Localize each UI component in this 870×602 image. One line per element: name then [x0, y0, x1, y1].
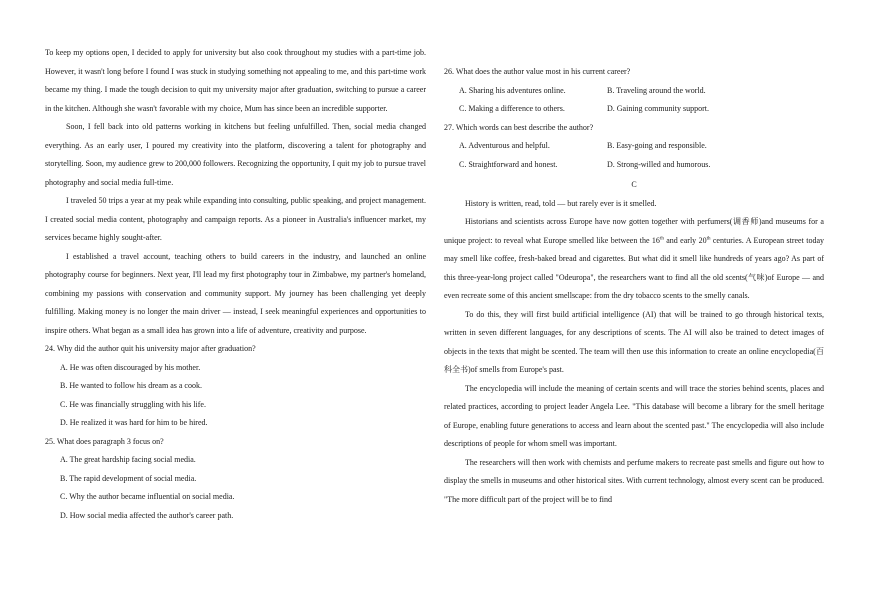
question-stem: 26. What does the author value most in his current career?	[444, 67, 631, 76]
passage-paragraph: The researchers will then work with chemists and perfume makers to recreate past smells and figure out how to display the smells in museums and other historical sites. With current technology, almost every scent can be produced. "The more difficult part of the project will be to find	[444, 457, 824, 504]
superscript: th	[706, 235, 711, 241]
question-26	[444, 63, 824, 119]
question-25	[45, 433, 426, 526]
superscript: th	[659, 235, 664, 241]
answer-option: D. Strong-willed and humorous.	[607, 159, 711, 169]
question-stem: 24. Why did the author quit his university major after graduation?	[45, 344, 256, 353]
answer-option: B. Traveling around the world.	[607, 85, 706, 95]
question-stem: 25. What does paragraph 3 focus on?	[45, 436, 164, 446]
answer-option: B. The rapid development of social media.	[60, 473, 197, 483]
answer-option-row	[444, 82, 824, 101]
passage-paragraph: I traveled 50 trips a year at my peak while expanding into consulting, public speaking, and project management. I created social media content, photography and campaign reports. As a pioneer in Australia's influencer market, my services became highly sought-after.	[45, 196, 426, 242]
answer-option: B. Easy-going and responsible.	[607, 141, 707, 150]
passage-text: and early 20	[663, 235, 707, 245]
answer-option: C. Making a difference to others.	[459, 104, 565, 113]
answer-option: C. Why the author became influential on social media.	[60, 492, 235, 501]
answer-option: B. He wanted to follow his dream as a cook.	[60, 381, 202, 390]
passage-paragraph: I established a travel account, teaching others to build careers in the industry, and launched an online photography course for beginners. Next year, I'll lead my first photography tour in Zimbabwe, my partner's homeland, combining my passions with conservation and community support. My journey has been challenging yet deeply fulfilling. Making money is no longer the main driver — instead, I seek meaningful experiences and opportunities to inspire others. What began as a small idea has grown into a life of adventure, creativity and purpose.	[45, 251, 426, 335]
passage-paragraph: Soon, I fell back into old patterns working in kitchens but feeling unfulfilled. Then, social media changed everything. As an early user, I poured my creativity into the platform, discovering a talent for photography and storytelling. Soon, my audience grew to 200,000 followers. Recognizing the opportunity, I quit my job to pursue travel photography and social media full-time.	[45, 122, 426, 187]
passage-paragraph: The encyclopedia will include the meaning of certain scents and will trace the stories behind scents, places and related practices, according to project leader Angela Lee. "This database will become a library for the smell heritage of Europe, enabling future generations to access and learn about the scented past." The encyclopedia will also include descriptions of people for whom smell was important.	[444, 383, 824, 448]
answer-option: C. Straightforward and honest.	[459, 159, 558, 169]
question-24	[45, 340, 426, 433]
answer-option: D. How social media affected the author's career path.	[60, 510, 234, 520]
answer-option-row	[444, 156, 824, 175]
question-stem: 27. Which words can best describe the author?	[444, 122, 594, 132]
answer-option-row	[444, 137, 824, 156]
passage-text: Historians and scientists across Europe have now gotten together with perfumers(调香师)and museums for a unique project: to reveal what Europe smelled like between the 16	[444, 217, 824, 245]
passage-paragraph: History is written, read, told — but rarely ever is it smelled.	[465, 198, 657, 208]
passage-paragraph: To do this, they will first build artificial intelligence (AI) that will be trained to go through historical texts, written in seven different languages, for any descriptions of scents. The AI will also be trained to detect images of objects in the texts that might be scented. The team will then use this information to create an online encyclopedia(百科全书)of smells from Europe's past.	[444, 309, 824, 374]
left-column	[45, 44, 426, 525]
answer-option: A. Sharing his adventures online.	[459, 85, 566, 95]
passage-paragraph	[444, 213, 824, 306]
answer-option: A. Adventurous and helpful.	[459, 141, 550, 150]
answer-option-row	[444, 100, 824, 119]
answer-option: D. He realized it was hard for him to be hired.	[60, 418, 208, 427]
section-heading: C	[631, 180, 637, 189]
answer-option: A. The great hardship facing social media.	[60, 455, 196, 464]
passage-paragraph: To keep my options open, I decided to apply for university but also cook throughout my studies with a part-time job. However, it wasn't long before I found I was stuck in studying something not appealing to me, and this part-time work became my thing. I made the tough decision to quit my university major after graduation, switching to pursue a career in the kitchen. Although she wasn't favorable with my choice, Mum has since been an incredible supporter.	[45, 48, 426, 113]
answer-option: C. He was financially struggling with his life.	[60, 399, 206, 409]
passage-text: centuries. A European street today may smell like coffee, fresh-baked bread and cigarettes. But what did it smell like hundreds of years ago? As part of this three-year-long project called "Odeuropa", the researchers want to find all the old scents(气味)of Europe — and even recreate some of this ancient smellscape: from the dry tobacco scents to the smelly canals.	[444, 235, 824, 300]
answer-option: D. Gaining community support.	[607, 104, 709, 113]
question-27	[444, 119, 824, 175]
answer-option: A. He was often discouraged by his mother.	[60, 362, 201, 372]
right-column	[444, 63, 824, 509]
